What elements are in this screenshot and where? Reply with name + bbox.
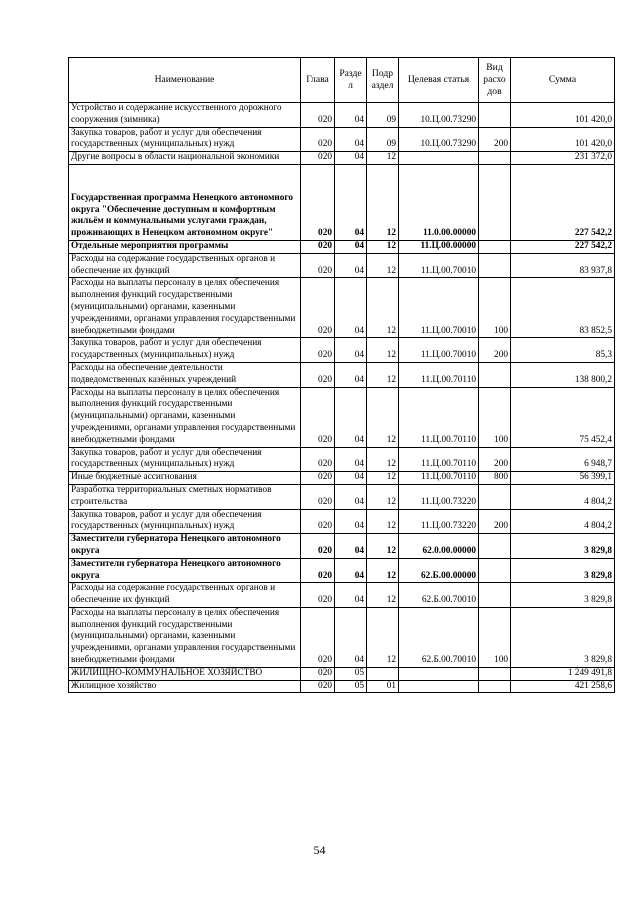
cell-sum: 1 249 491,8 [511, 667, 615, 680]
cell-section: 04 [335, 387, 367, 447]
cell-target: 11.Ц.00.70110 [399, 472, 479, 485]
cell-sum: 56 399,1 [511, 472, 615, 485]
cell-target: 10.Ц.00.73290 [399, 127, 479, 152]
cell-subsection: 12 [367, 152, 399, 165]
cell-sum: 138 800,2 [511, 362, 615, 387]
cell-sum: 4 804,2 [511, 509, 615, 534]
cell-sum: 3 829,8 [511, 558, 615, 583]
cell-target: 11.Ц.00.70110 [399, 387, 479, 447]
cell-kind [479, 164, 511, 240]
cell-name: Устройство и содержание искусственного дорожного сооружения (зимника) [69, 103, 301, 128]
cell-target: 11.Ц.00.70110 [399, 447, 479, 472]
cell-kind: 100 [479, 387, 511, 447]
cell-subsection: 12 [367, 164, 399, 240]
cell-kind: 200 [479, 509, 511, 534]
cell-target: 62.0.00.00000 [399, 534, 479, 559]
cell-target: 11.Ц.00.70010 [399, 253, 479, 278]
cell-target [399, 667, 479, 680]
cell-section: 05 [335, 680, 367, 693]
cell-sum: 75 452,4 [511, 387, 615, 447]
cell-chapter: 020 [301, 583, 335, 608]
cell-kind: 200 [479, 447, 511, 472]
cell-section: 04 [335, 472, 367, 485]
cell-name: Жилищное хозяйство [69, 680, 301, 693]
cell-kind [479, 534, 511, 559]
cell-chapter: 020 [301, 103, 335, 128]
cell-sum: 6 948,7 [511, 447, 615, 472]
cell-sum: 101 420,0 [511, 103, 615, 128]
table-row [69, 509, 615, 534]
cell-name: Отдельные мероприятия программы [69, 240, 301, 253]
cell-subsection: 12 [367, 472, 399, 485]
table-row [69, 667, 615, 680]
cell-section: 04 [335, 152, 367, 165]
cell-section: 04 [335, 338, 367, 363]
cell-kind: 200 [479, 338, 511, 363]
cell-sum: 3 829,8 [511, 534, 615, 559]
cell-subsection: 12 [367, 447, 399, 472]
cell-subsection: 12 [367, 362, 399, 387]
cell-target: 11.Ц.00.73220 [399, 484, 479, 509]
cell-sum: 85,3 [511, 338, 615, 363]
cell-sum: 231 372,0 [511, 152, 615, 165]
cell-name: Расходы на выплаты персоналу в целях обеспечения выполнения функций государственными (муниципальными) органами, казенными учреждениями, органами управления государственными внебюджетными фондами [69, 607, 301, 667]
table-row [69, 387, 615, 447]
cell-section: 04 [335, 362, 367, 387]
table-row [69, 253, 615, 278]
cell-kind: 200 [479, 127, 511, 152]
cell-kind [479, 680, 511, 693]
table-body [69, 103, 615, 693]
table-row [69, 447, 615, 472]
cell-sum: 83 852,5 [511, 278, 615, 338]
cell-kind [479, 667, 511, 680]
table-header-row [69, 58, 615, 103]
table-row [69, 152, 615, 165]
cell-section: 04 [335, 447, 367, 472]
cell-section: 05 [335, 667, 367, 680]
page-number: 54 [313, 843, 326, 857]
cell-name: Расходы на содержание государственных органов и обеспечение их функций [69, 253, 301, 278]
cell-section: 04 [335, 509, 367, 534]
cell-section: 04 [335, 164, 367, 240]
header-section: Разде л [335, 58, 367, 103]
cell-section: 04 [335, 278, 367, 338]
cell-chapter: 020 [301, 447, 335, 472]
table-row [69, 240, 615, 253]
cell-subsection: 12 [367, 607, 399, 667]
cell-chapter: 020 [301, 509, 335, 534]
cell-chapter: 020 [301, 472, 335, 485]
cell-subsection: 12 [367, 240, 399, 253]
table-row [69, 558, 615, 583]
cell-target: 11.Ц.00.70010 [399, 278, 479, 338]
table-row [69, 680, 615, 693]
cell-chapter: 020 [301, 607, 335, 667]
cell-name: Заместители губернатора Ненецкого автономного округа [69, 534, 301, 559]
cell-chapter: 020 [301, 152, 335, 165]
cell-kind [479, 558, 511, 583]
cell-name: Другие вопросы в области национальной экономики [69, 152, 301, 165]
cell-sum: 3 829,8 [511, 583, 615, 608]
table-row [69, 164, 615, 240]
cell-chapter: 020 [301, 338, 335, 363]
cell-subsection: 12 [367, 509, 399, 534]
cell-name: Расходы на выплаты персоналу в целях обеспечения выполнения функций государственными (муниципальными) органами, казенными учреждениями, органами управления государственными внебюджетными фондами [69, 278, 301, 338]
cell-target: 62.Б.00.70010 [399, 607, 479, 667]
cell-kind [479, 583, 511, 608]
cell-chapter: 020 [301, 558, 335, 583]
cell-sum: 4 804,2 [511, 484, 615, 509]
cell-sum: 421 258,6 [511, 680, 615, 693]
cell-subsection: 12 [367, 534, 399, 559]
cell-chapter: 020 [301, 278, 335, 338]
cell-target: 11.Ц.00.70110 [399, 362, 479, 387]
cell-name: Закупка товаров, работ и услуг для обеспечения государственных (муниципальных) нужд [69, 338, 301, 363]
cell-name: Государственная программа Ненецкого автономного округа "Обеспечение доступным и комфортным жильём и коммунальными услугами граждан, проживающих в Ненецком автономном округе" [69, 164, 301, 240]
header-chapter: Глава [301, 58, 335, 103]
table-row [69, 583, 615, 608]
cell-kind: 100 [479, 278, 511, 338]
cell-name: Расходы на обеспечение деятельности подведомственных казённых учреждений [69, 362, 301, 387]
budget-table [68, 57, 615, 693]
cell-section: 04 [335, 103, 367, 128]
table-row [69, 103, 615, 128]
cell-subsection: 12 [367, 583, 399, 608]
cell-name: Расходы на выплаты персоналу в целях обеспечения выполнения функций государственными (муниципальными) органами, казенными учреждениями, органами управления государственными внебюджетными фондами [69, 387, 301, 447]
table-row [69, 362, 615, 387]
cell-subsection: 12 [367, 484, 399, 509]
cell-kind [479, 484, 511, 509]
cell-sum: 227 542,2 [511, 164, 615, 240]
header-name: Наименование [69, 58, 301, 103]
header-kind: Вид расхо дов [479, 58, 511, 103]
table-row [69, 534, 615, 559]
cell-target: 62.Б.00.70010 [399, 583, 479, 608]
cell-kind: 800 [479, 472, 511, 485]
cell-target: 11.Ц.00.70010 [399, 338, 479, 363]
cell-kind [479, 253, 511, 278]
cell-subsection: 12 [367, 253, 399, 278]
cell-subsection: 01 [367, 680, 399, 693]
cell-name: Разработка территориальных сметных нормативов строительства [69, 484, 301, 509]
cell-chapter: 020 [301, 253, 335, 278]
cell-sum: 3 829,8 [511, 607, 615, 667]
cell-name: Иные бюджетные ассигнования [69, 472, 301, 485]
cell-section: 04 [335, 484, 367, 509]
cell-chapter: 020 [301, 240, 335, 253]
cell-target: 11.Ц.00.73220 [399, 509, 479, 534]
cell-subsection: 12 [367, 387, 399, 447]
cell-chapter: 020 [301, 127, 335, 152]
table-row [69, 472, 615, 485]
cell-subsection: 12 [367, 558, 399, 583]
cell-target: 10.Ц.00.73290 [399, 103, 479, 128]
cell-chapter: 020 [301, 667, 335, 680]
cell-section: 04 [335, 607, 367, 667]
header-sum: Сумма [511, 58, 615, 103]
cell-chapter: 020 [301, 164, 335, 240]
table-row [69, 338, 615, 363]
table-row [69, 127, 615, 152]
cell-name: ЖИЛИЩНО-КОММУНАЛЬНОЕ ХОЗЯЙСТВО [69, 667, 301, 680]
cell-name: Заместители губернатора Ненецкого автономного округа [69, 558, 301, 583]
cell-name: Закупка товаров, работ и услуг для обеспечения государственных (муниципальных) нужд [69, 127, 301, 152]
cell-kind [479, 103, 511, 128]
cell-sum: 101 420,0 [511, 127, 615, 152]
cell-section: 04 [335, 127, 367, 152]
cell-target: 62.Б.00.00000 [399, 558, 479, 583]
cell-subsection [367, 667, 399, 680]
cell-chapter: 020 [301, 534, 335, 559]
cell-chapter: 020 [301, 387, 335, 447]
cell-section: 04 [335, 534, 367, 559]
cell-kind [479, 152, 511, 165]
cell-section: 04 [335, 240, 367, 253]
header-target: Целевая статья [399, 58, 479, 103]
header-subsection: Подр аздел [367, 58, 399, 103]
cell-target [399, 680, 479, 693]
cell-target [399, 152, 479, 165]
cell-subsection: 12 [367, 338, 399, 363]
cell-subsection: 09 [367, 103, 399, 128]
cell-target: 11.Ц.00.00000 [399, 240, 479, 253]
cell-section: 04 [335, 583, 367, 608]
table-row [69, 607, 615, 667]
cell-chapter: 020 [301, 680, 335, 693]
cell-section: 04 [335, 558, 367, 583]
cell-subsection: 12 [367, 278, 399, 338]
cell-name: Закупка товаров, работ и услуг для обеспечения государственных (муниципальных) нужд [69, 447, 301, 472]
cell-subsection: 09 [367, 127, 399, 152]
cell-name: Закупка товаров, работ и услуг для обеспечения государственных (муниципальных) нужд [69, 509, 301, 534]
cell-section: 04 [335, 253, 367, 278]
cell-kind [479, 362, 511, 387]
cell-sum: 227 542,2 [511, 240, 615, 253]
table-row [69, 484, 615, 509]
cell-sum: 83 937,8 [511, 253, 615, 278]
cell-target: 11.0.00.00000 [399, 164, 479, 240]
cell-chapter: 020 [301, 484, 335, 509]
cell-kind: 100 [479, 607, 511, 667]
cell-name: Расходы на содержание государственных органов и обеспечение их функций [69, 583, 301, 608]
cell-chapter: 020 [301, 362, 335, 387]
table-row [69, 278, 615, 338]
cell-kind [479, 240, 511, 253]
